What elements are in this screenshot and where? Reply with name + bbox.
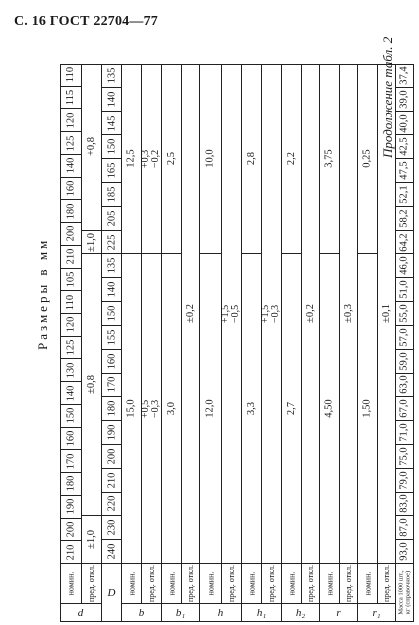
header-D: D	[102, 564, 122, 622]
d-value: 200	[60, 223, 82, 246]
header-d: d	[60, 604, 102, 622]
header-r1-nomin: номин.	[358, 564, 378, 604]
D-value: 185	[102, 183, 122, 207]
dimensions-title: Размеры в мм	[35, 237, 50, 350]
header-b1-tol: пред. откл.	[182, 564, 200, 604]
mass-value: 79,0	[396, 469, 414, 493]
b-nom-g1: 12,5	[122, 64, 142, 254]
mass-value: 55,0	[396, 302, 414, 326]
b-tol-g3: +0,5 −0,3	[142, 254, 162, 564]
d-value: 115	[60, 87, 82, 110]
b1-tol: ±0,2	[182, 64, 200, 564]
mass-value: 42,5	[396, 135, 414, 159]
d-value: 210	[60, 246, 82, 269]
header-h-tol: пред. откл.	[222, 564, 242, 604]
header-b1-nomin: номин.	[162, 564, 182, 604]
mass-value: 64,2	[396, 231, 414, 255]
D-value: 155	[102, 326, 122, 350]
r-tol: ±0,3	[340, 64, 358, 564]
d-value: 110	[60, 64, 82, 87]
mass-value: 63,0	[396, 374, 414, 398]
header-h2-nomin: номин.	[282, 564, 302, 604]
D-value: 190	[102, 421, 122, 445]
d-value: 120	[60, 109, 82, 132]
D-value: 170	[102, 374, 122, 398]
D-value: 150	[102, 135, 122, 159]
mass-value: 57,0	[396, 326, 414, 350]
mass-value: 59,0	[396, 350, 414, 374]
mass-value: 39,0	[396, 88, 414, 112]
mass-value: 47,5	[396, 159, 414, 183]
D-value: 225	[102, 231, 122, 255]
mass-value: 83,0	[396, 493, 414, 517]
mass-value: 51,0	[396, 278, 414, 302]
d-tol-g4: ±1,0	[82, 516, 102, 564]
D-value: 135	[102, 254, 122, 278]
h2-nom-g1: 2,2	[282, 64, 302, 254]
header-d-nomin: номин.	[60, 564, 82, 604]
header-r-nomin: номин.	[320, 564, 340, 604]
d-value: 160	[60, 428, 82, 451]
mass-value: 58,2	[396, 207, 414, 231]
h-tol: +1,5 −0,5	[222, 64, 242, 564]
d-value: 140	[60, 155, 82, 178]
D-value: 145	[102, 112, 122, 136]
d-value: 180	[60, 200, 82, 223]
d-value: 125	[60, 132, 82, 155]
header-r1: r₁	[358, 604, 396, 622]
D-value: 210	[102, 469, 122, 493]
b1-nom-g3: 3,0	[162, 254, 182, 564]
D-value: 180	[102, 397, 122, 421]
h2-nom-g3: 2,7	[282, 254, 302, 564]
header-b1: b₁	[162, 604, 200, 622]
b1-nom-g1: 2,5	[162, 64, 182, 254]
mass-value: 93,0	[396, 540, 414, 564]
r-nom-g1: 3,75	[320, 64, 340, 254]
D-value: 240	[102, 540, 122, 564]
b-nom-g3: 15,0	[122, 254, 142, 564]
h1-nom-g3: 3,3	[242, 254, 262, 564]
r1-nom-g1: 0,25	[358, 64, 378, 254]
d-tol-g2: ±1,0	[82, 231, 102, 255]
d-value: 105	[60, 269, 82, 292]
d-value: 200	[60, 519, 82, 542]
mass-value: 52,1	[396, 183, 414, 207]
header-r1-tol: пред. откл.	[378, 564, 396, 604]
header-h2-tol: пред. откл.	[302, 564, 320, 604]
header-d-tol: пред. откл.	[82, 564, 102, 604]
d-value: 130	[60, 359, 82, 382]
header-h: h	[200, 604, 242, 622]
d-value: 125	[60, 337, 82, 360]
r-nom-g3: 4,50	[320, 254, 340, 564]
d-value: 190	[60, 496, 82, 519]
D-value: 135	[102, 64, 122, 88]
h-nom-g3: 12,0	[200, 254, 222, 564]
header-h1-tol: пред. откл.	[262, 564, 282, 604]
h1-tol: +1,5 −0,3	[262, 64, 282, 564]
h1-nom-g1: 2,8	[242, 64, 262, 254]
page-header: С. 16 ГОСТ 22704—77	[14, 14, 158, 29]
D-value: 200	[102, 445, 122, 469]
header-r: r	[320, 604, 358, 622]
r1-nom-g3: 1,50	[358, 254, 378, 564]
D-value: 160	[102, 350, 122, 374]
d-tol-g1: +0,8	[82, 64, 102, 231]
d-value: 180	[60, 473, 82, 496]
d-value: 210	[60, 541, 82, 564]
data-grid	[60, 64, 414, 622]
mass-value: 67,0	[396, 397, 414, 421]
r1-tol: ±0,1	[378, 64, 396, 564]
d-tol-g3: ±0,8	[82, 254, 102, 516]
D-value: 165	[102, 159, 122, 183]
header-mass: Масса 1000 шт., кг (справочное)	[396, 564, 414, 622]
d-value: 120	[60, 314, 82, 337]
mass-value: 40,0	[396, 112, 414, 136]
mass-value: 37,4	[396, 64, 414, 88]
header-h1-nomin: номин.	[242, 564, 262, 604]
D-value: 140	[102, 278, 122, 302]
D-value: 140	[102, 88, 122, 112]
D-value: 205	[102, 207, 122, 231]
h2-tol: ±0,2	[302, 64, 320, 564]
header-r-tol: пред. откл.	[340, 564, 358, 604]
header-h2: h₂	[282, 604, 320, 622]
d-value: 160	[60, 178, 82, 201]
mass-value: 71,0	[396, 421, 414, 445]
d-value: 170	[60, 450, 82, 473]
mass-value: 46,0	[396, 254, 414, 278]
header-b-tol: пред. откл.	[142, 564, 162, 604]
D-value: 150	[102, 302, 122, 326]
d-value: 110	[60, 291, 82, 314]
h-nom-g1: 10,0	[200, 64, 222, 254]
header-h1: h₁	[242, 604, 282, 622]
D-value: 230	[102, 516, 122, 540]
mass-value: 75,0	[396, 445, 414, 469]
table-continuation-label: Продолжение табл. 2	[380, 36, 395, 158]
d-value: 140	[60, 382, 82, 405]
header-b-nomin: номин.	[122, 564, 142, 604]
header-h-nomin: номин.	[200, 564, 222, 604]
header-b: b	[122, 604, 162, 622]
d-value: 150	[60, 405, 82, 428]
mass-value: 87,0	[396, 516, 414, 540]
D-value: 220	[102, 493, 122, 517]
b-tol-g1: +0,3 −0,2	[142, 64, 162, 254]
